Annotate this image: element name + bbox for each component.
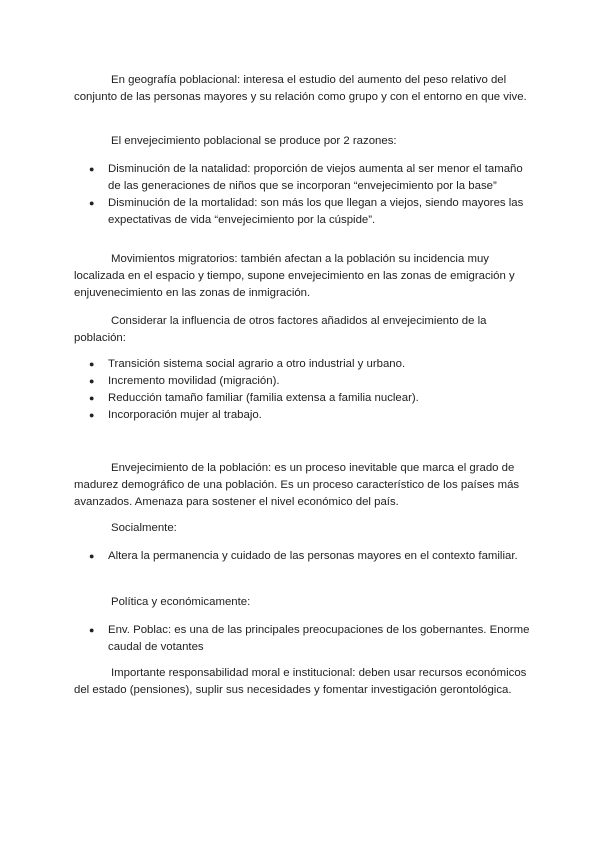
bullet-icon: ● — [89, 376, 95, 386]
bullet-icon: ● — [89, 551, 95, 561]
list-item — [74, 622, 532, 656]
bullet-icon: ● — [89, 393, 95, 403]
bullet-icon: ● — [89, 410, 95, 420]
list-item-text: Transición sistema social agrario a otro industrial y urbano. — [108, 358, 406, 370]
list-factores — [74, 356, 532, 424]
list-item — [74, 161, 532, 195]
list-social — [74, 548, 532, 565]
paragraph-movimientos-migratorios: Movimientos migratorios: también afectan a la población su incidencia muy localizada en el espacio y tiempo, supone envejecimiento en las zonas de emigración y enjuvenecimiento en las zonas de inmigración. — [74, 253, 515, 299]
list-politica — [74, 622, 532, 656]
paragraph-geografia-poblacional: En geografía poblacional: interesa el estudio del aumento del peso relativo del conjunto de las personas mayores y su relación como grupo y con el entorno en que vive. — [74, 74, 527, 103]
list-item — [74, 548, 532, 565]
list-item-text: Incorporación mujer al trabajo. — [108, 409, 262, 421]
bullet-icon: ● — [89, 359, 95, 369]
list-item-text: Disminución de la mortalidad: son más los que llegan a viejos, siendo mayores las expectativas de vida “envejecimiento por la cúspide”. — [108, 197, 524, 226]
list-item — [74, 373, 532, 390]
paragraph-responsabilidad-moral: Importante responsabilidad moral e institucional: deben usar recursos económicos del estado (pensiones), suplir sus necesidades y fomentar investigación gerontológica. — [74, 667, 527, 696]
bullet-icon: ● — [89, 625, 95, 635]
list-item-text: Incremento movilidad (migración). — [108, 375, 280, 387]
list-item-text: Reducción tamaño familiar (familia extensa a familia nuclear). — [108, 392, 419, 404]
list-item — [74, 195, 532, 229]
paragraph-socialmente: Socialmente: — [111, 522, 177, 534]
paragraph-envejecimiento-poblacion: Envejecimiento de la población: es un proceso inevitable que marca el grado de madurez demográfico de una población. Es un proceso característico de los países más avanzados. Amenaza para sostener el nivel económico del país. — [74, 462, 520, 508]
list-item-text: Env. Poblac: es una de las principales preocupaciones de los gobernantes. Enorme caudal de votantes — [108, 624, 530, 653]
paragraph-dos-razones: El envejecimiento poblacional se produce por 2 razones: — [111, 135, 397, 147]
bullet-icon: ● — [89, 198, 95, 208]
list-item — [74, 390, 532, 407]
list-item-text: Altera la permanencia y cuidado de las personas mayores en el contexto familiar. — [108, 550, 518, 562]
list-item-text: Disminución de la natalidad: proporción de viejos aumenta al ser menor el tamaño de las generaciones de niños que se incorporan “envejecimiento por la base” — [108, 163, 523, 192]
paragraph-politica-economicamente: Política y económicamente: — [111, 596, 251, 608]
list-razones — [74, 161, 532, 229]
list-item — [74, 407, 532, 424]
list-item — [74, 356, 532, 373]
paragraph-otros-factores: Considerar la influencia de otros factores añadidos al envejecimiento de la población: — [74, 315, 487, 344]
bullet-icon: ● — [89, 164, 95, 174]
